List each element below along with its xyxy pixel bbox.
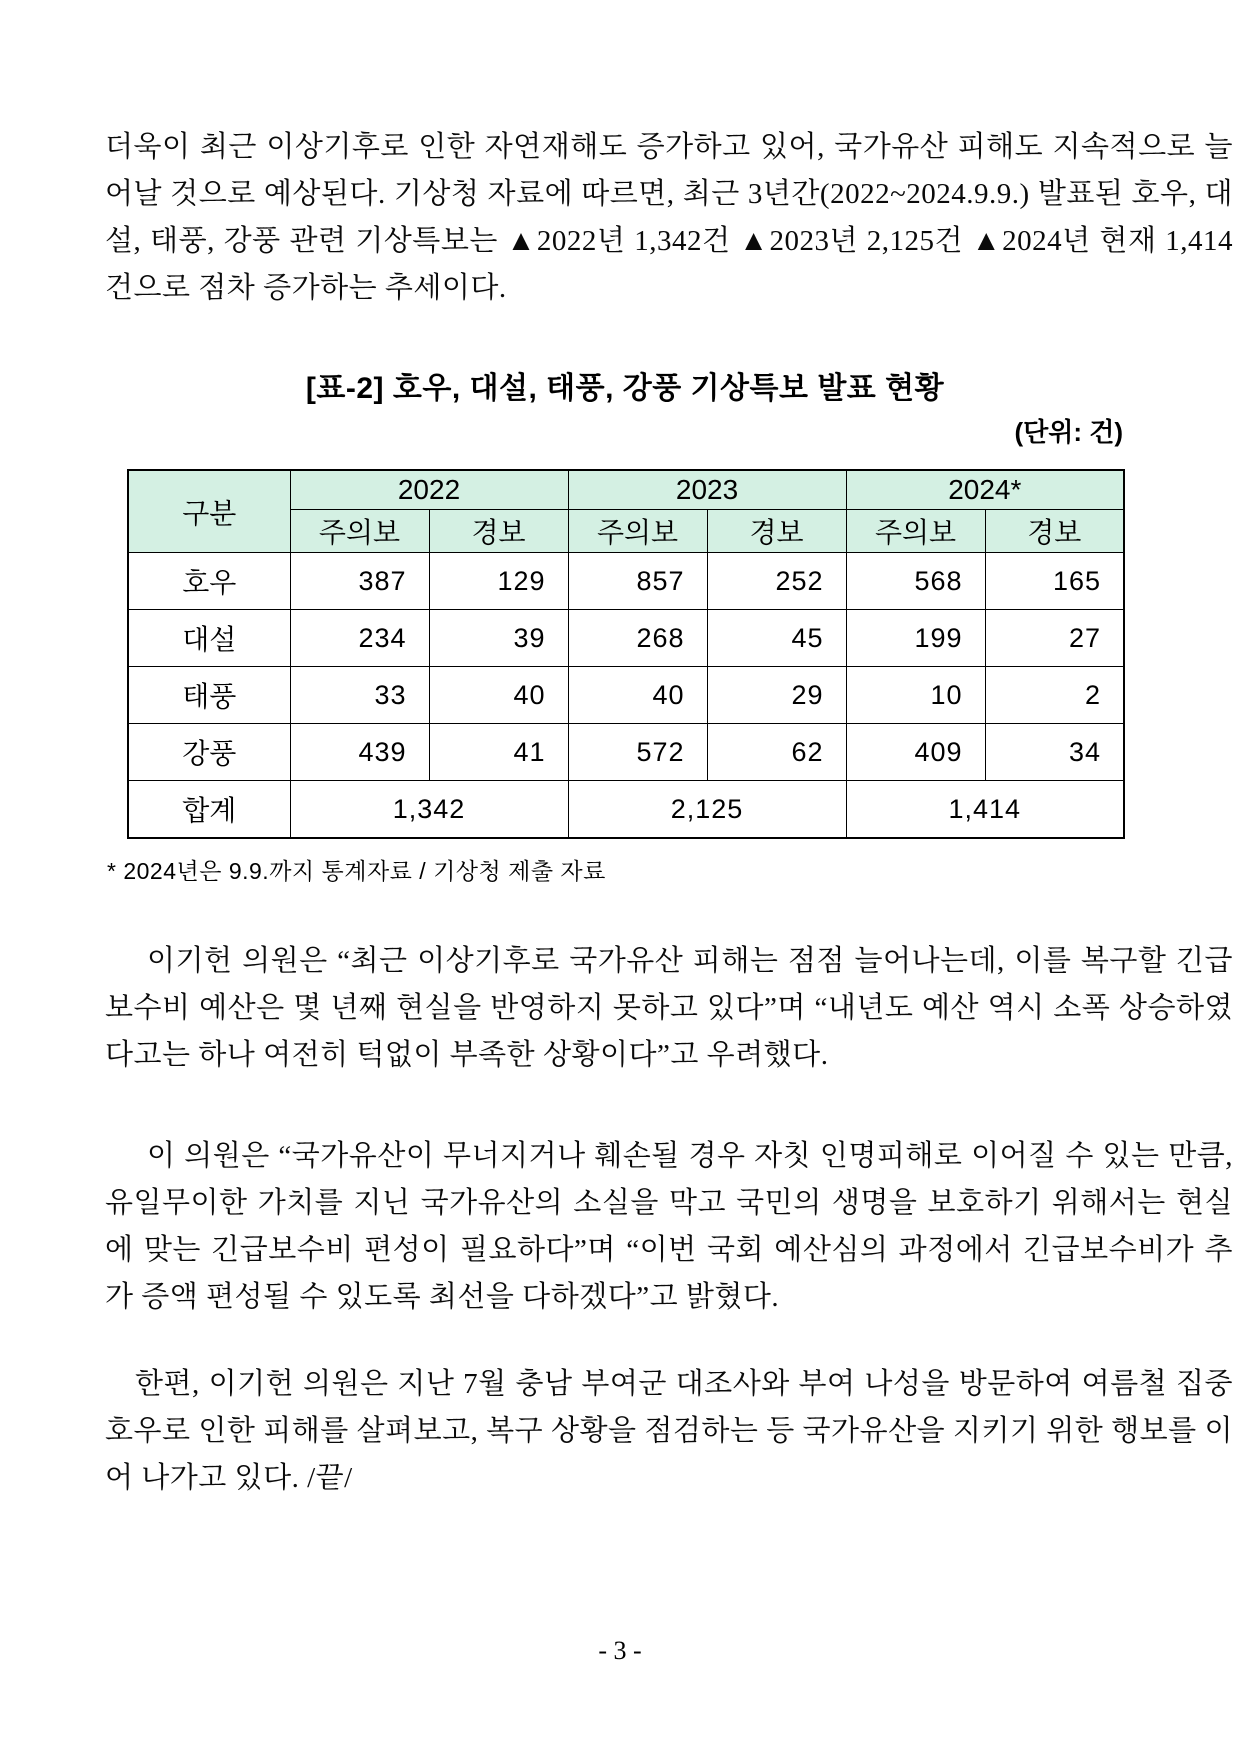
table-header-year-row [128, 470, 1124, 510]
table-total-row [128, 781, 1124, 839]
value-cell: 268 [568, 610, 707, 667]
row-label: 태풍 [128, 667, 290, 724]
total-value-cell: 1,414 [846, 781, 1124, 839]
total-value-cell: 2,125 [568, 781, 846, 839]
page-content [0, 124, 1240, 1502]
value-cell: 409 [846, 724, 985, 781]
subheader-cell: 경보 [985, 510, 1124, 553]
row-label: 강풍 [128, 724, 290, 781]
value-cell: 41 [429, 724, 568, 781]
intro-paragraph: 더욱이 최근 이상기후로 인한 자연재해도 증가하고 있어, 국가유산 피해도 지속적으로 늘어날 것으로 예상된다. 기상청 자료에 따르면, 최근 3년간(2022~2024.9.9.) 발표된 호우, 대설, 태풍, 강풍 관련 기상특보는 ▲2022년 1,342건 ▲2023년 2,125건 ▲2024년 현재 1,414건으로 점차 증가하는 추세이다. [105, 131, 1233, 304]
body-paragraph: 이기헌 의원은 “최근 이상기후로 국가유산 피해는 점점 늘어나는데, 이를 복구할 긴급보수비 예산은 몇 년째 현실을 반영하지 못하고 있다”며 “내년도 예산 역시 소폭 상승하였다고는 하나 여전히 턱없이 부족한 상황이다”고 우려했다. [105, 945, 1233, 1071]
value-cell: 199 [846, 610, 985, 667]
subheader-cell: 주의보 [846, 510, 985, 553]
value-cell: 10 [846, 667, 985, 724]
table-row [128, 667, 1124, 724]
subheader-cell: 주의보 [290, 510, 429, 553]
value-cell: 252 [707, 553, 846, 610]
value-cell: 234 [290, 610, 429, 667]
value-cell: 34 [985, 724, 1124, 781]
value-cell: 568 [846, 553, 985, 610]
page-number: - 3 - [598, 1636, 642, 1665]
body-paragraph: 이 의원은 “국가유산이 무너지거나 훼손될 경우 자칫 인명피해로 이어질 수 있는 만큼, 유일무이한 가치를 지닌 국가유산의 소실을 막고 국민의 생명을 보호하기 위해서는 현실에 맞는 긴급보수비 편성이 필요하다”며 “이번 국회 예산심의 과정에서 긴급보수비가 추가 증액 편성될 수 있도록 최선을 다하겠다”고 밝혔다. [105, 1140, 1233, 1313]
table-row [128, 610, 1124, 667]
value-cell: 165 [985, 553, 1124, 610]
value-cell: 572 [568, 724, 707, 781]
value-cell: 129 [429, 553, 568, 610]
year-header-cell: 2024* [846, 470, 1124, 510]
value-cell: 39 [429, 610, 568, 667]
subheader-cell: 경보 [429, 510, 568, 553]
subheader-cell: 주의보 [568, 510, 707, 553]
row-label: 호우 [128, 553, 290, 610]
year-header-cell: 2022 [290, 470, 568, 510]
value-cell: 62 [707, 724, 846, 781]
value-cell: 387 [290, 553, 429, 610]
body-paragraph: 한편, 이기헌 의원은 지난 7월 충남 부여군 대조사와 부여 나성을 방문하여 여름철 집중호우로 인한 피해를 살펴보고, 복구 상황을 점검하는 등 국가유산을 지키기 위한 행보를 이어 나가고 있다. /끝/ [105, 1368, 1233, 1494]
value-cell: 33 [290, 667, 429, 724]
value-cell: 439 [290, 724, 429, 781]
value-cell: 2 [985, 667, 1124, 724]
table-footnote: * 2024년은 9.9.까지 통계자료 / 기상청 제출 자료 [107, 858, 606, 884]
value-cell: 29 [707, 667, 846, 724]
row-label: 대설 [128, 610, 290, 667]
value-cell: 27 [985, 610, 1124, 667]
weather-warnings-table [127, 469, 1125, 839]
year-header-cell: 2023 [568, 470, 846, 510]
total-value-cell: 1,342 [290, 781, 568, 839]
value-cell: 45 [707, 610, 846, 667]
value-cell: 40 [568, 667, 707, 724]
table-row [128, 553, 1124, 610]
table-row [128, 724, 1124, 781]
value-cell: 857 [568, 553, 707, 610]
table-unit-label: (단위: 건) [1014, 417, 1123, 447]
total-label: 합계 [128, 781, 290, 839]
value-cell: 40 [429, 667, 568, 724]
table-section [127, 369, 1123, 839]
subheader-cell: 경보 [707, 510, 846, 553]
corner-header-cell: 구분 [128, 470, 290, 553]
table-title: [표-2] 호우, 대설, 태풍, 강풍 기상특보 발표 현황 [305, 372, 945, 405]
